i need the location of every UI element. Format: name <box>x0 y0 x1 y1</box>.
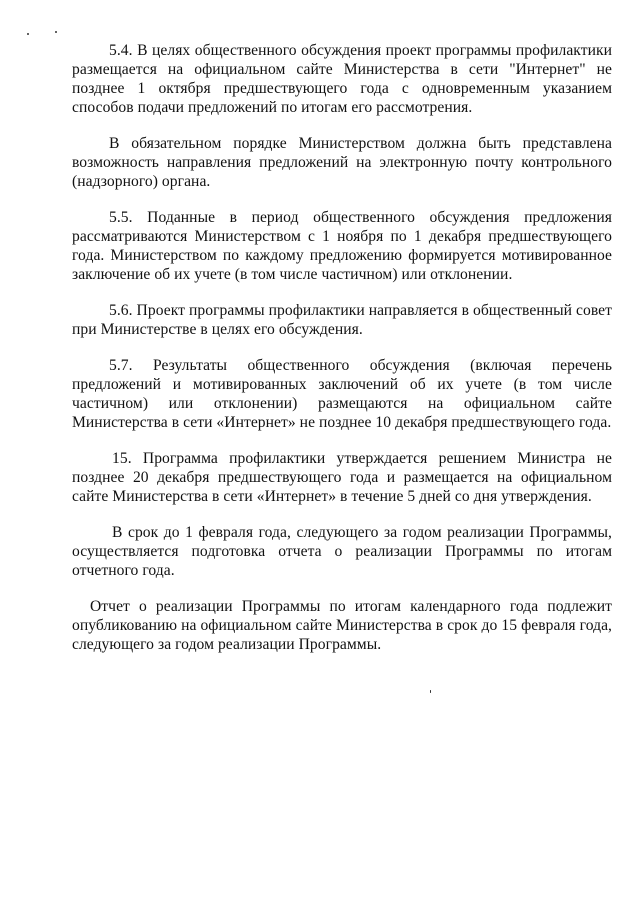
paragraph-5-7: 5.7. Результаты общественного обсуждения (включая перечень предложений и мотивированных заключений об их учете (в том числе частичном) или отклонении) размещаются на официальном сайте Министерства в сети «Интернет» не позднее 10 декабря предшествующего года. <box>72 357 612 431</box>
paragraph-5-4: 5.4. В целях общественного обсуждения проект программы профилактики размещается на официальном сайте Министерства в сети "Интернет" не позднее 1 октября предшествующего года с одновременным указанием способов подачи предложений по итогам его рассмотрения. <box>72 42 612 116</box>
paragraph-electronic-mail: В обязательном порядке Министерством должна быть представлена возможность направления предложений на электронную почту контрольного (надзорного) органа. <box>72 135 612 190</box>
paragraph-5-5: 5.5. Поданные в период общественного обсуждения предложения рассматриваются Министерством с 1 ноября по 1 декабря предшествующего года. Министерством по каждому предложению формируется мотивированное заключение об их учете (в том числе частичном) или отклонении. <box>72 209 612 283</box>
paragraph-report-publication: Отчет о реализации Программы по итогам календарного года подлежит опубликованию на официальном сайте Министерства в срок до 15 февраля года, следующего за годом реализации Программы. <box>72 598 612 653</box>
scan-speck <box>430 690 431 693</box>
document-body <box>72 41 612 671</box>
paragraph-5-6: 5.6. Проект программы профилактики направляется в общественный совет при Министерстве в целях его обсуждения. <box>72 302 612 338</box>
scan-speck <box>55 31 57 33</box>
scan-speck <box>27 33 29 35</box>
paragraph-report-preparation: В срок до 1 февраля года, следующего за годом реализации Программы, осуществляется подготовка отчета о реализации Программы по итогам отчетного года. <box>72 524 612 579</box>
paragraph-15: 15. Программа профилактики утверждается решением Министра не позднее 20 декабря предшествующего года и размещается на официальном сайте Министерства в сети «Интернет» в течение 5 дней со дня утверждения. <box>72 450 612 505</box>
